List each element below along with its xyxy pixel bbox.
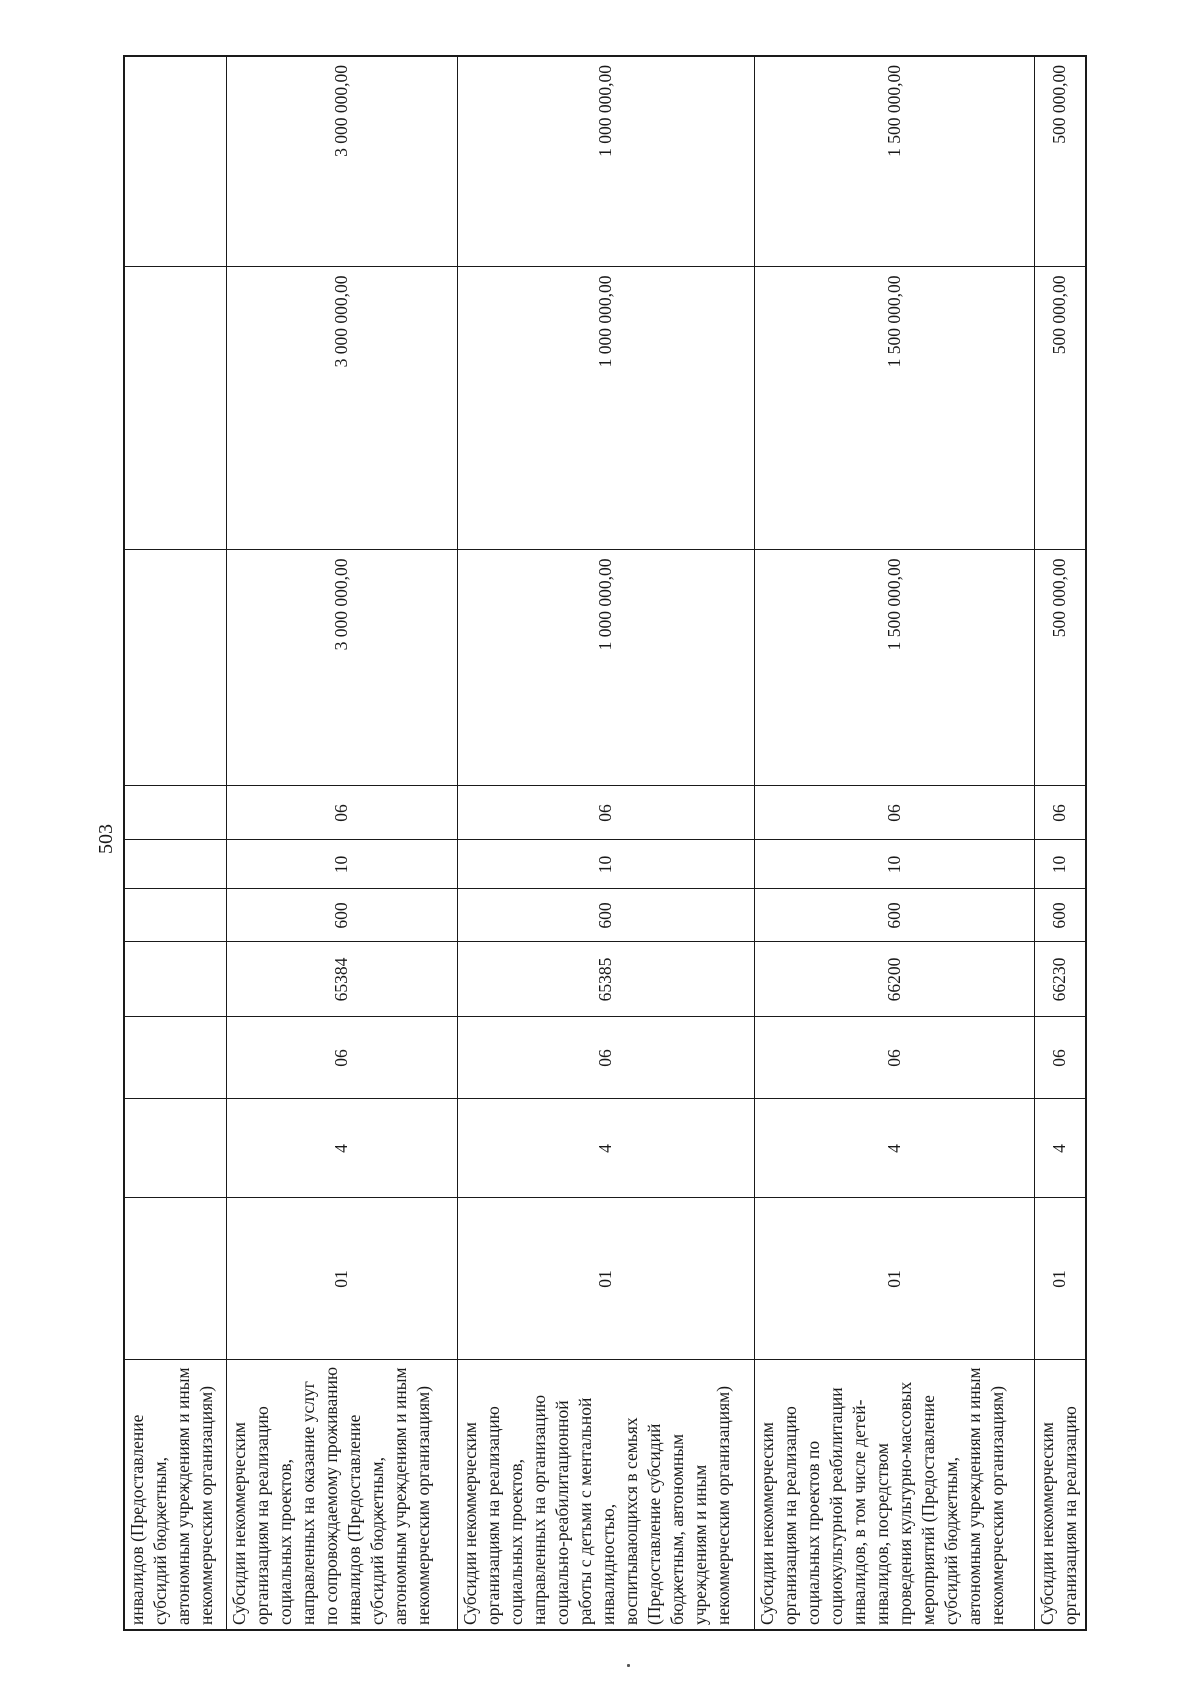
row-name-cell: Субсидии некоммерческим организациям на реализацию социальных проектов, направленных на оказание услуг по сопровождаемому проживанию инвалидов (Предоставление субсидий бюджетным, автономным учреждениям и иным некоммерческим организациям) xyxy=(227,1360,458,1630)
code-cell-5: 600 xyxy=(754,889,1034,942)
code-cell-5: 600 xyxy=(227,889,458,942)
code-cell-4: 66200 xyxy=(754,942,1034,1017)
amount-cell-3: 3 000 000,00 xyxy=(227,56,458,267)
code-cell-4: 65384 xyxy=(227,942,458,1017)
code-cell-6: 10 xyxy=(1034,840,1086,889)
amount-cell-1: 3 000 000,00 xyxy=(227,550,458,786)
code-cell-2: 4 xyxy=(1034,1099,1086,1198)
table-row xyxy=(457,56,754,1630)
code-cell-5: 600 xyxy=(457,889,754,942)
code-cell-7: 06 xyxy=(457,786,754,840)
amount-cell-2 xyxy=(124,267,227,550)
code-cell-3: 06 xyxy=(227,1017,458,1099)
code-cell-7: 06 xyxy=(227,786,458,840)
code-cell-5: 600 xyxy=(1034,889,1086,942)
row-name-cell: Субсидии некоммерческим организациям на реализацию xyxy=(1034,1360,1086,1630)
page-number-text: 503 xyxy=(95,824,117,854)
row-name-cell: Субсидии некоммерческим организациям на реализацию социальных проектов по социокультурной реабилитации инвалидов, в том числе детей-инвалидов, посредством проведения культурно-массовых мероприятий (Предоставление субсидий бюджетным, автономным учреждениям и иным некоммерческим организациям) xyxy=(754,1360,1034,1630)
table-row xyxy=(1034,56,1086,1630)
amount-cell-2: 3 000 000,00 xyxy=(227,267,458,550)
budget-table xyxy=(123,55,1087,1631)
amount-cell-1: 500 000,00 xyxy=(1034,550,1086,786)
code-cell-1 xyxy=(124,1198,227,1360)
amount-cell-2: 1 000 000,00 xyxy=(457,267,754,550)
code-cell-6 xyxy=(124,840,227,889)
code-cell-5 xyxy=(124,889,227,942)
code-cell-3 xyxy=(124,1017,227,1099)
amount-cell-1: 1 000 000,00 xyxy=(457,550,754,786)
code-cell-1: 01 xyxy=(1034,1198,1086,1360)
code-cell-2: 4 xyxy=(754,1099,1034,1198)
code-cell-6: 10 xyxy=(754,840,1034,889)
code-cell-1: 01 xyxy=(754,1198,1034,1360)
table-row xyxy=(124,56,227,1630)
code-cell-3: 06 xyxy=(457,1017,754,1099)
amount-cell-1: 1 500 000,00 xyxy=(754,550,1034,786)
table-row xyxy=(227,56,458,1630)
code-cell-7: 06 xyxy=(754,786,1034,840)
code-cell-2: 4 xyxy=(457,1099,754,1198)
scan-speck xyxy=(627,1664,630,1667)
code-cell-6: 10 xyxy=(227,840,458,889)
code-cell-7 xyxy=(124,786,227,840)
code-cell-3: 06 xyxy=(1034,1017,1086,1099)
amount-cell-3: 1 500 000,00 xyxy=(754,56,1034,267)
code-cell-2 xyxy=(124,1099,227,1198)
amount-cell-3 xyxy=(124,56,227,267)
budget-table-container xyxy=(123,57,1087,1631)
amount-cell-2: 500 000,00 xyxy=(1034,267,1086,550)
code-cell-4: 65385 xyxy=(457,942,754,1017)
code-cell-1: 01 xyxy=(227,1198,458,1360)
code-cell-4: 66230 xyxy=(1034,942,1086,1017)
page-number xyxy=(94,816,118,862)
code-cell-6: 10 xyxy=(457,840,754,889)
row-name-cell: Субсидии некоммерческим организациям на реализацию социальных проектов, направленных на организацию социально-реабилитационной работы с детьми с ментальной инвалидностью, воспитывающихся в семьях (Предоставление субсидий бюджетным, автономным учреждениям и иным некоммерческим организациям) xyxy=(457,1360,754,1630)
amount-cell-2: 1 500 000,00 xyxy=(754,267,1034,550)
code-cell-1: 01 xyxy=(457,1198,754,1360)
code-cell-4 xyxy=(124,942,227,1017)
amount-cell-3: 1 000 000,00 xyxy=(457,56,754,267)
code-cell-2: 4 xyxy=(227,1099,458,1198)
amount-cell-1 xyxy=(124,550,227,786)
code-cell-3: 06 xyxy=(754,1017,1034,1099)
amount-cell-3: 500 000,00 xyxy=(1034,56,1086,267)
row-name-cell: инвалидов (Предоставление субсидий бюджетным, автономным учреждениям и иным некоммерческим организациям) xyxy=(124,1360,227,1630)
table-row xyxy=(754,56,1034,1630)
code-cell-7: 06 xyxy=(1034,786,1086,840)
